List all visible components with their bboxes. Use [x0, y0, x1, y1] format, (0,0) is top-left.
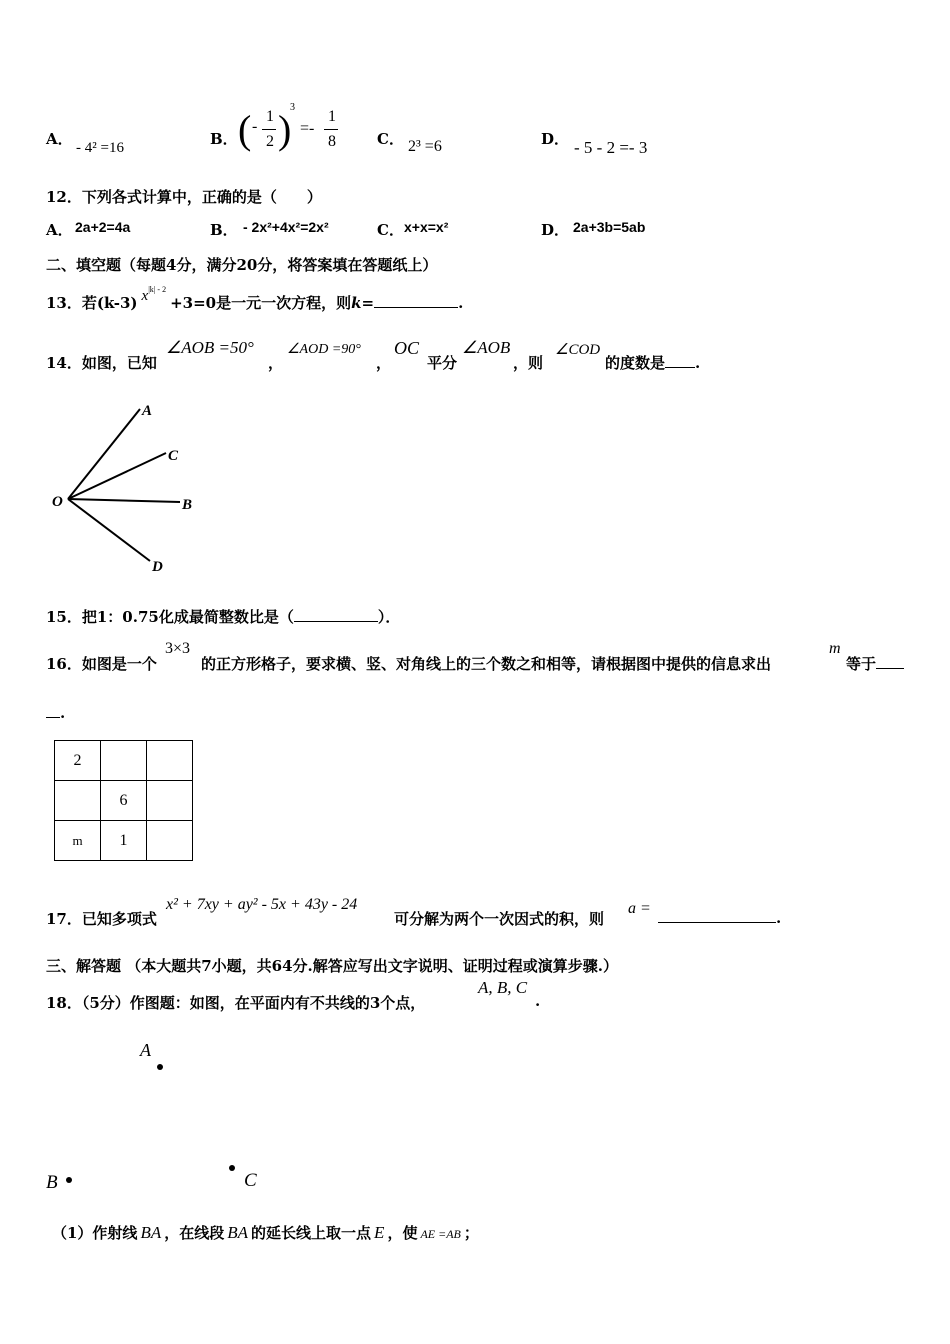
label-a: A	[142, 403, 153, 419]
q12-option-c-label: C．	[377, 221, 404, 239]
q16-m: m	[829, 640, 841, 657]
q18-1-condition: AE =AB	[420, 1227, 461, 1241]
q11-option-c-expr: 2³ =6	[408, 138, 442, 155]
q16-dim: 3×3	[165, 640, 191, 657]
q16-suffix	[846, 653, 904, 674]
q14-suffix-text: 的度数是	[605, 354, 666, 372]
label-b: B	[182, 497, 193, 513]
q14-sep1: ，	[268, 354, 284, 372]
q16-suffix-text: 等于	[846, 655, 877, 673]
q13-k: k	[351, 294, 362, 312]
q15-answer-blank	[294, 607, 378, 622]
grid-cell	[147, 821, 193, 861]
section-3-heading: 三、解答题 （本大题共7小题，共64分.解答应写出文字说明、证明过程或演算步骤.）	[46, 957, 618, 975]
ray-ob	[68, 499, 180, 502]
q11-option-b-label: B．	[210, 130, 238, 148]
ray-oa	[68, 409, 140, 499]
q11-option-c-label: C．	[377, 130, 404, 148]
exponent: 3	[290, 102, 295, 113]
q12-stem: 12．下列各式计算中，正确的是（ ）	[46, 188, 322, 206]
rhs-frac-bar	[324, 129, 338, 130]
grid-row	[55, 741, 193, 781]
q14-then: ，则	[513, 354, 544, 372]
q12-option-a-expr: 2a+2=4a	[75, 219, 131, 235]
paren-close: )	[278, 107, 292, 152]
q13-answer-blank	[374, 293, 458, 308]
grid-cell: 2	[55, 741, 101, 781]
q18-text: 18．（5分）作图题：如图，在平面内有不共线的3个点，	[46, 994, 426, 1012]
q17-answer-blank	[658, 908, 776, 923]
q16-answer-blank-cont	[46, 703, 60, 718]
q14-suffix	[605, 352, 700, 373]
minus-sign: -	[252, 118, 258, 135]
q12-option-b-expr: - 2x²+4x²=2x²	[243, 219, 329, 235]
grid-cell: 1	[101, 821, 147, 861]
q13-var: x	[141, 288, 149, 304]
equals-neg: =-	[300, 120, 315, 137]
grid-cell	[55, 781, 101, 821]
q12-option-d-expr: 2a+3b=5ab	[573, 219, 646, 235]
q12-option-b-label: B．	[210, 221, 238, 239]
q11-option-a-label: A．	[46, 130, 73, 148]
q15-text	[46, 606, 400, 627]
point-c	[229, 1165, 235, 1171]
point-c-label: C	[244, 1170, 257, 1191]
q15-prefix: 15．把1：0.75化成最简整数比是（	[46, 608, 294, 626]
q17-prefix: 17．已知多项式	[46, 910, 157, 928]
q16-end: .	[60, 704, 66, 722]
q17-blank-wrap	[658, 908, 781, 927]
label-c: C	[168, 448, 179, 464]
q18-1-mid1: ，在线段	[164, 1224, 225, 1242]
label-d: D	[152, 559, 163, 575]
grid-cell	[147, 781, 193, 821]
q18-1-end: ；	[463, 1224, 479, 1242]
q12-option-a-label: A．	[46, 221, 73, 239]
label-o: O	[52, 494, 63, 510]
q13-mid: +3=0是一元一次方程，则	[170, 294, 352, 312]
q17-polynomial: x² + 7xy + ay² - 5x + 43y - 24	[166, 896, 358, 913]
q11-option-d-expr: - 5 - 2 =- 3	[574, 138, 648, 157]
rhs-num: 1	[328, 108, 336, 125]
q16-answer-blank	[876, 654, 904, 669]
q18-end: .	[535, 992, 541, 1010]
q14-aob2: ∠AOB	[462, 338, 511, 357]
grid-cell	[101, 741, 147, 781]
q11-option-b-expr	[238, 104, 348, 160]
q14-answer-blank	[665, 353, 695, 368]
q16-blank-cont	[46, 703, 65, 722]
section-2-heading: 二、填空题（每题4分，满分20分，将答案填在答题纸上）	[46, 256, 438, 274]
ray-od	[68, 499, 150, 561]
q18-part1	[52, 1222, 479, 1243]
grid-cell: m	[55, 821, 101, 861]
q11-option-d-label: D．	[541, 130, 570, 148]
frac-den: 2	[266, 133, 274, 150]
q14-angle-figure	[40, 395, 210, 585]
q11-option-a-expr: - 4² =16	[76, 140, 124, 156]
q12-option-c-expr: x+x=x²	[404, 219, 449, 235]
grid-row	[55, 781, 193, 821]
q13-eq: =	[361, 294, 375, 312]
q16-prefix: 16．如图是一个	[46, 655, 157, 673]
ray-oc	[68, 453, 166, 499]
q18-1-prefix: （1）作射线	[52, 1224, 138, 1242]
q14-end: .	[695, 354, 701, 372]
q13-exponent: |k| - 2	[148, 285, 167, 294]
point-a	[157, 1064, 163, 1070]
grid-cell: 6	[101, 781, 147, 821]
grid-cell	[147, 741, 193, 781]
q14-aod: ∠AOD =90°	[287, 342, 361, 357]
point-b-label: B	[46, 1172, 58, 1193]
q17-end: .	[776, 909, 782, 927]
q18-1-mid2: 的延长线上取一点	[251, 1224, 372, 1242]
rhs-den: 8	[328, 133, 336, 150]
q14-sep2: ，	[376, 354, 392, 372]
q13-prefix: 13．若(k-3)	[46, 294, 138, 312]
q15-end: ）．	[377, 608, 401, 626]
point-b	[66, 1177, 72, 1183]
q18-1-e: E	[374, 1223, 385, 1242]
q14-oc: OC	[394, 338, 420, 358]
paren-open: (	[238, 107, 252, 152]
q18-1-mid3: ，使	[387, 1224, 418, 1242]
q13-text	[46, 285, 464, 313]
q18-1-ba: BA	[140, 1223, 162, 1242]
q14-cod: ∠COD	[555, 342, 601, 358]
q16-middle: 的正方形格子，要求横、竖、对角线上的三个数之和相等，请根据图中提供的信息求出	[201, 655, 772, 673]
q17-middle: 可分解为两个一次因式的积，则	[394, 910, 605, 928]
q14-bisect: 平分	[427, 354, 458, 372]
magic-square-grid	[54, 740, 193, 861]
q13-end: .	[458, 294, 464, 312]
q18-1-ba2: BA	[227, 1223, 249, 1242]
q14-aob: ∠AOB =50°	[166, 338, 254, 357]
point-a-label: A	[140, 1040, 151, 1060]
frac-num: 1	[266, 108, 274, 125]
grid-row	[55, 821, 193, 861]
q17-a: a =	[628, 900, 651, 917]
frac-bar	[262, 129, 276, 130]
q14-prefix: 14．如图，已知	[46, 354, 157, 372]
q18-points: A, B, C	[478, 978, 528, 997]
q12-option-d-label: D．	[541, 221, 570, 239]
